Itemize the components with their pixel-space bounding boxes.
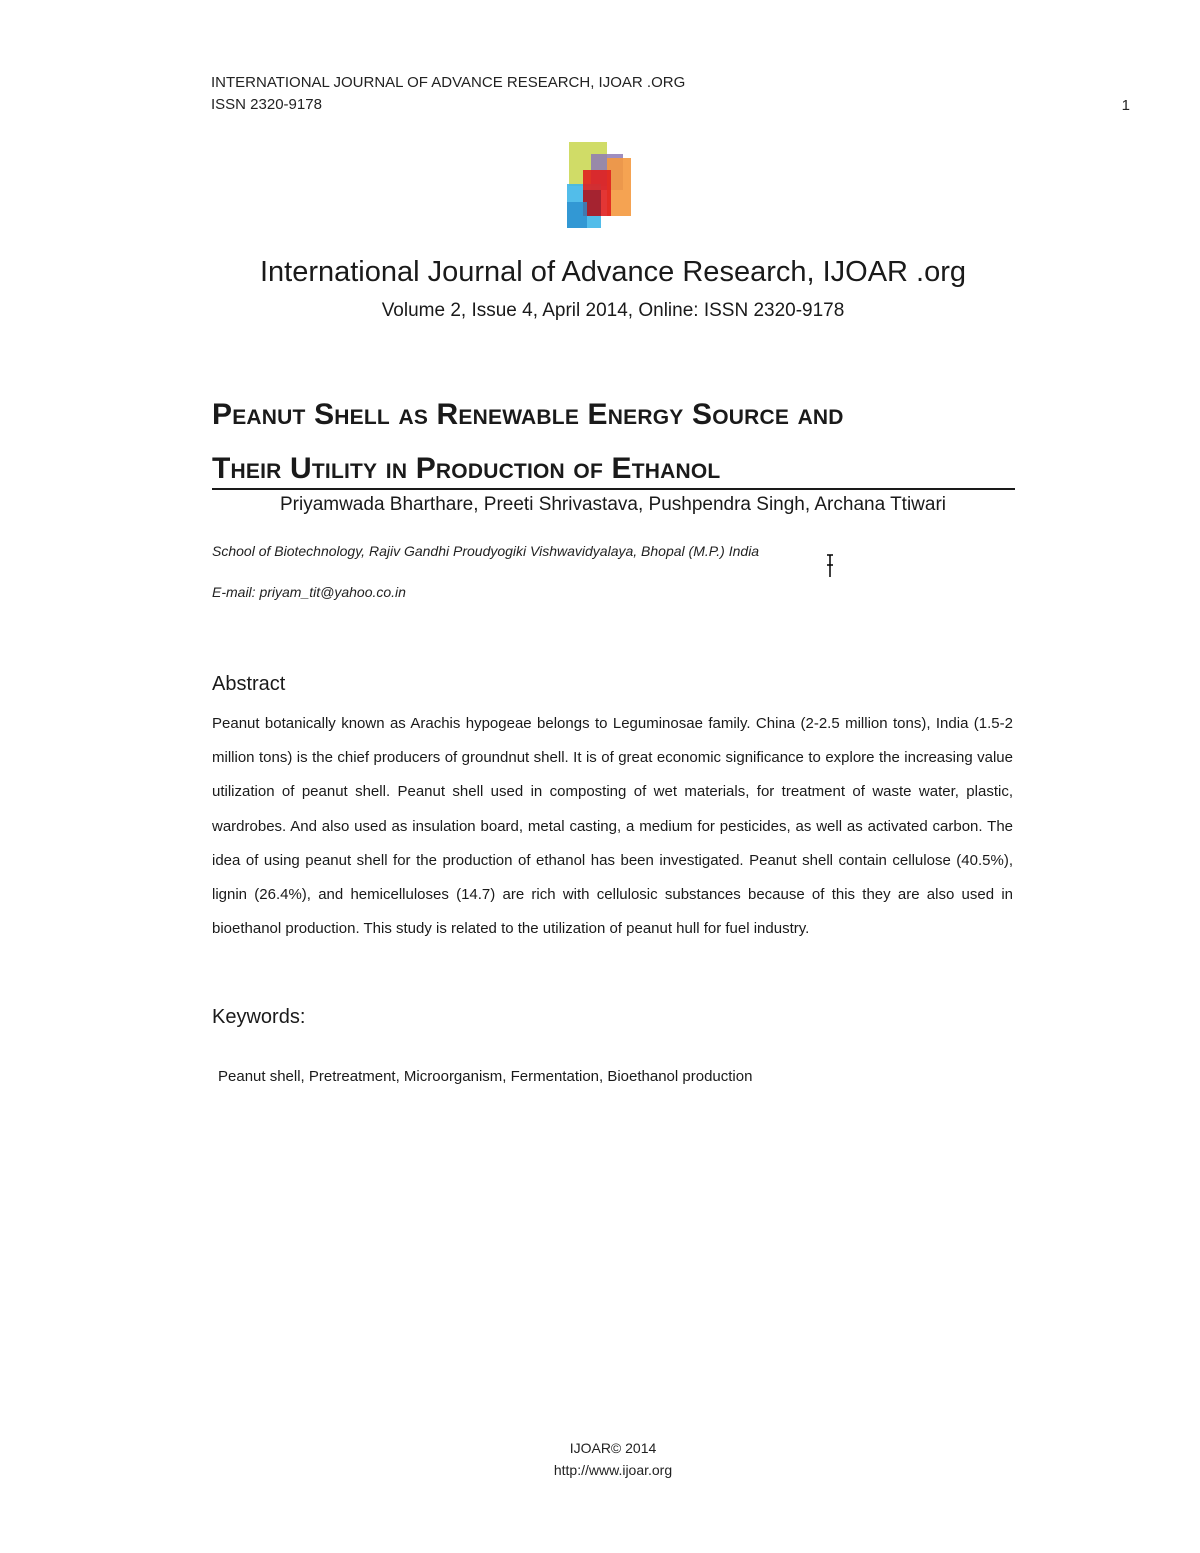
running-header-issn: ISSN 2320-9178 <box>211 96 322 113</box>
paper-title <box>212 388 1017 496</box>
author-affiliation: School of Biotechnology, Rajiv Gandhi Proudyogiki Vishwavidyalaya, Bhopal (M.P.) India <box>212 543 760 559</box>
ijoar-logo-icon <box>563 140 633 230</box>
journal-volume-line: Volume 2, Issue 4, April 2014, Online: ISSN 2320-9178 <box>381 300 845 321</box>
text-cursor-icon <box>826 553 834 579</box>
paper-title-line-2: Their Utility in Production of Ethanol <box>212 452 721 485</box>
author-email[interactable]: E-mail: priyam_tit@yahoo.co.in <box>212 584 406 600</box>
title-divider <box>212 488 1015 490</box>
journal-title: International Journal of Advance Research, IJOAR .org <box>259 256 967 288</box>
running-header-journal: INTERNATIONAL JOURNAL OF ADVANCE RESEARCH, IJOAR .ORG <box>211 74 686 91</box>
keywords-list: Peanut shell, Pretreatment, Microorganism, Fermentation, Bioethanol production <box>218 1068 753 1085</box>
footer-url-link[interactable]: http://www.ijoar.org <box>553 1462 673 1478</box>
abstract-body: Peanut botanically known as Arachis hypogeae belongs to Leguminosae family. China (2-2.5 million tons), India (1.5-2 million tons) is the chief producers of groundnut shell. It is of great economic significance to explore the increasing value utilization of peanut shell. Peanut shell used in composting of wet materials, for treatment of waste water, plastic, wardrobes. And also used as insulation board, metal casting, a medium for pesticides, as well as activated carbon. The idea of using peanut shell for the production of ethanol has been investigated. Peanut shell contain cellulose (40.5%), lignin (26.4%), and hemicelluloses (14.7) are rich with cellulosic substances because of this they are also used in bioethanol production. This study is related to the utilization of peanut hull for fuel industry. <box>212 715 1013 938</box>
author-list: Priyamwada Bharthare, Preeti Shrivastava, Pushpendra Singh, Archana Ttiwari <box>279 494 947 515</box>
abstract-heading: Abstract <box>212 673 286 695</box>
page-number: 1 <box>1121 97 1130 114</box>
running-header <box>211 72 685 116</box>
paper-title-line-1: Peanut Shell as Renewable Energy Source and <box>212 398 844 431</box>
footer-copyright: IJOAR© 2014 <box>569 1440 657 1456</box>
keywords-heading: Keywords: <box>212 1006 306 1028</box>
